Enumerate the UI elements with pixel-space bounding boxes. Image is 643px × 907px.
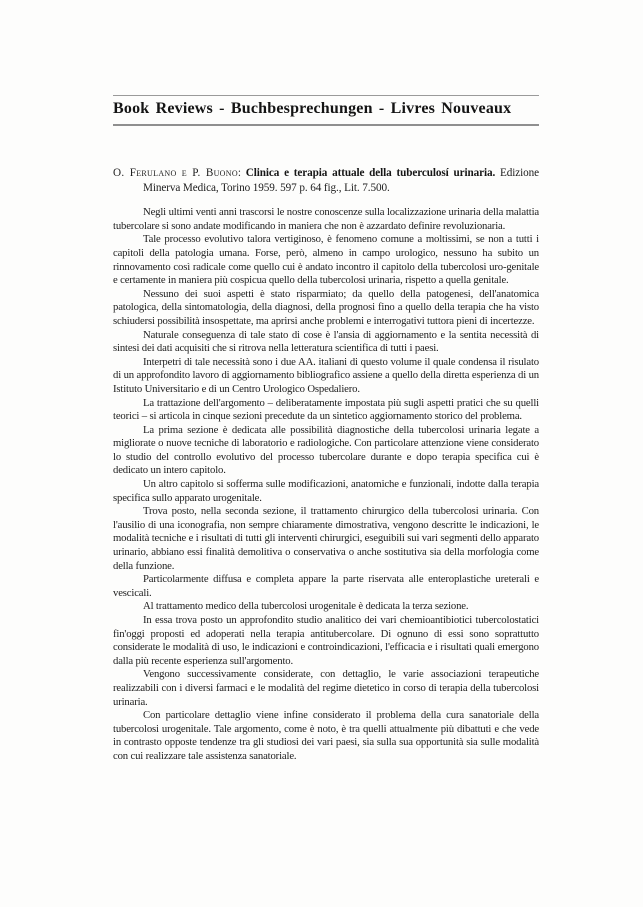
book-citation — [113, 166, 539, 195]
review-paragraph: Con particolare dettaglio viene infine considerato il problema della cura sanatoriale della tubercolosi urogenitale. Tale argomento, come è noto, è tra quelli attualmente più dibattuti e che vede in contrasto opposte tendenze tra gli studiosi dei vari paesi, sia sulla sua opportunità sia sulle modalità con cui realizzare tale assistenza sanatoriale. — [113, 709, 539, 762]
review-paragraph: Particolarmente diffusa e completa appare la parte riservata alle enteroplastiche ureterali e vescicali. — [113, 573, 539, 599]
review-paragraph: Al trattamento medico della tubercolosi urogenitale è dedicata la terza sezione. — [143, 600, 469, 613]
citation-book-title: Clinica e terapia attuale della tuberculosí urinaria. — [245, 167, 496, 179]
review-paragraph: Un altro capitolo si sofferma sulle modificazioni, anatomiche e funzionali, indotte dalla terapia specifica sullo apparato urogenitale. — [113, 478, 539, 504]
citation-publisher: Edizione Minerva Medica, Torino 1959. 597 p. 64 fig., Lit. 7.500. — [143, 167, 539, 194]
page-content — [113, 0, 539, 764]
review-paragraph: La trattazione dell'argomento – deliberatamente impostata più sugli aspetti pratici che su quelli teorici – si articola in cinque sezioni precedute da un sintetico aggiornamento storico del problema. — [113, 396, 539, 423]
review-paragraph: La prima sezione è dedicata alle possibilità diagnostiche della tubercolosi urinaria legate a migliorate o nuove tecniche di laboratorio e radiologiche. Con particolare attenzione viene considerato lo studio del controllo evolutivo del processo tubercolare durante e dopo terapia specifica cui è dedicato un intero capitolo. — [113, 423, 539, 477]
review-paragraph: Trova posto, nella seconda sezione, il trattamento chirurgico della tubercolosi urinaria. Con l'ausilio di una iconografia, non sempre chiaramente dimostrativa, vengono descritte le indicazioni, le modalità tecniche e i risultati di tutti gli interventi chirurgici, eseguibili sui vari segmenti dello apparato urinario, abbiano essi finalità demolitiva o conservativa o anche sostitutiva sia della morfologia come della funzione. — [113, 505, 539, 572]
page-header — [113, 95, 539, 126]
review-paragraph: Nessuno dei suoi aspetti è stato risparmiato; da quello della patogenesi, dell'anatomica patologica, della sintomatologia, della diagnosi, della prognosi fino a quello della terapia che ha visto schiudersi possibilità insospettate, ma aprirsi anche problemi e interrogativi tuttora pieni di incertezze. — [113, 287, 539, 327]
review-paragraph: Interpetri di tale necessità sono i due AA. italiani di questo volume il quale condensa il risulato di un approfondito lavoro di aggiornamento bibliografico assiene a quello della diretta esperienza di un Istituto Universitario e di un Centro Urologico Ospedaliero. — [113, 355, 539, 395]
citation-separator: : — [237, 167, 246, 179]
page-title: Book Reviews - Buchbesprechungen - Livres Nouveaux — [113, 100, 512, 117]
review-paragraph: Tale processo evolutivo talora vertiginoso, è fenomeno comune a moltissimi, se non a tutti i capitoli della patologia umana. Forse, però, almeno in campo urologico, nessuno ha subito un rinnovamento così radicale come quello cui è andato incontro il capitolo della tubercolosi uro-genitale e certamente in maniera più cospicua quello della tubercolosi urinaria, rispetto a quella genitale. — [113, 233, 539, 287]
review-paragraph: Negli ultimi venti anni trascorsi le nostre conoscenze sulla localizzazione urinaria della malattia tubercolare si sono andate modificando in maniera che non è azzardato definire revoluzionaria. — [113, 206, 539, 232]
citation-authors: O. Ferulano e P. Buono — [113, 167, 238, 179]
review-paragraph: Vengono successivamente considerate, con dettaglio, le varie associazioni terapeutiche realizzabili con i diversi farmaci e le modalità del regime dietetico in corso di terapia della tubercolosi urinaria. — [113, 668, 539, 708]
review-paragraph: Naturale conseguenza di tale stato di cose è l'ansia di aggiornamento e la sentita necessità di sintesi dei dati acquisiti che si ritrova nella letteratura scientifica di tutti i paesi. — [113, 328, 539, 355]
review-paragraph: In essa trova posto un approfondito studio analitico dei vari chemioantibiotici tubercolostatici fin'oggi proposti ed adoperati nella terapia antitubercolare. Di ognuno di essi sono soprattutto considerate le modalità di uso, le indicazioni e controindicazioni, l'efficacia e i risultati quali emergono dalla più recente esperienza sull'argomento. — [113, 614, 539, 667]
header-rule-bottom — [113, 124, 539, 126]
review-body — [113, 206, 539, 763]
